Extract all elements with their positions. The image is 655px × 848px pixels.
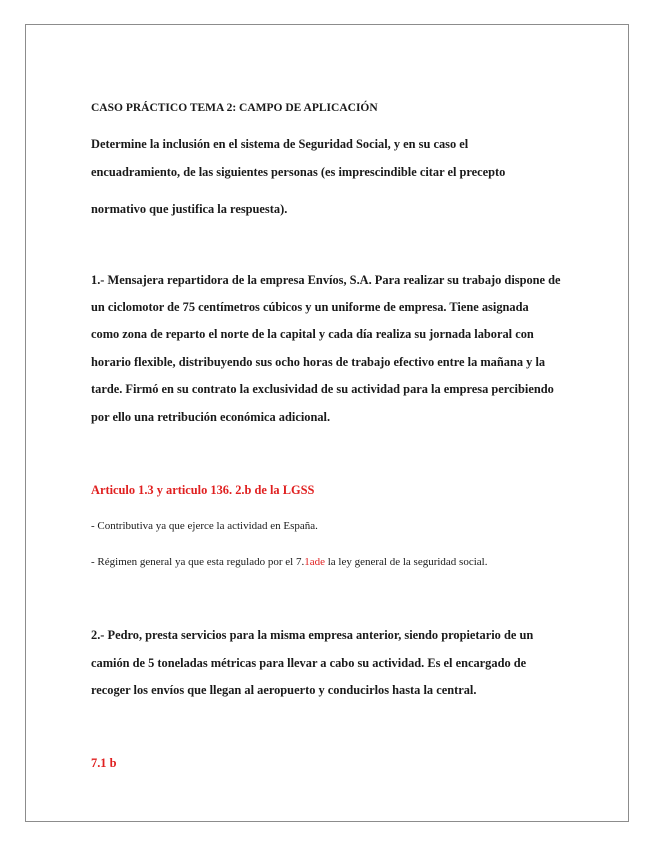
case1-legal-reference: Articulo 1.3 y articulo 136. 2.b de la LGSS — [91, 483, 315, 497]
intro-line-3: normativo que justifica la respuesta). — [91, 202, 288, 216]
case2-legal-reference: 7.1 b — [91, 756, 117, 770]
case1-line-6: por ello una retribución económica adicional. — [91, 410, 331, 424]
case2-line-2: camión de 5 toneladas métricas para llevar a cabo su actividad. Es el encargado de — [91, 656, 527, 670]
document-title: CASO PRÁCTICO TEMA 2: CAMPO DE APLICACIÓN — [91, 102, 378, 114]
case1-line-1: 1.- Mensajera repartidora de la empresa Envíos, S.A. Para realizar su trabajo dispone de — [91, 273, 561, 287]
document-page — [25, 24, 629, 822]
case1-line-4: horario flexible, distribuyendo sus ocho horas de trabajo efectivo entre la mañana y la — [91, 355, 546, 369]
case2-line-3: recoger los envíos que llegan al aeropuerto y conducirlos hasta la central. — [91, 683, 477, 697]
answer-2-highlight: 1ade — [304, 556, 325, 568]
intro-line-1: Determine la inclusión en el sistema de Seguridad Social, y en su caso el — [91, 137, 469, 151]
answer-2-text-after: la ley general de la seguridad social. — [324, 556, 488, 568]
case1-line-5: tarde. Firmó en su contrato la exclusividad de su actividad para la empresa percibiendo — [91, 382, 554, 396]
case1-line-3: como zona de reparto el norte de la capital y cada día realiza su jornada laboral con — [91, 327, 534, 341]
case2-line-1: 2.- Pedro, presta servicios para la misma empresa anterior, siendo propietario de un — [91, 628, 534, 642]
case1-answer-1: - Contributiva ya que ejerce la actividad en España. — [91, 520, 318, 532]
case1-line-2: un ciclomotor de 75 centímetros cúbicos y un uniforme de empresa. Tiene asignada — [91, 300, 529, 314]
case1-answer-2 — [91, 555, 487, 569]
intro-line-2: encuadramiento, de las siguientes personas (es imprescindible citar el precepto — [91, 165, 506, 179]
answer-2-text-before: - Régimen general ya que esta regulado por el 7. — [91, 556, 305, 568]
